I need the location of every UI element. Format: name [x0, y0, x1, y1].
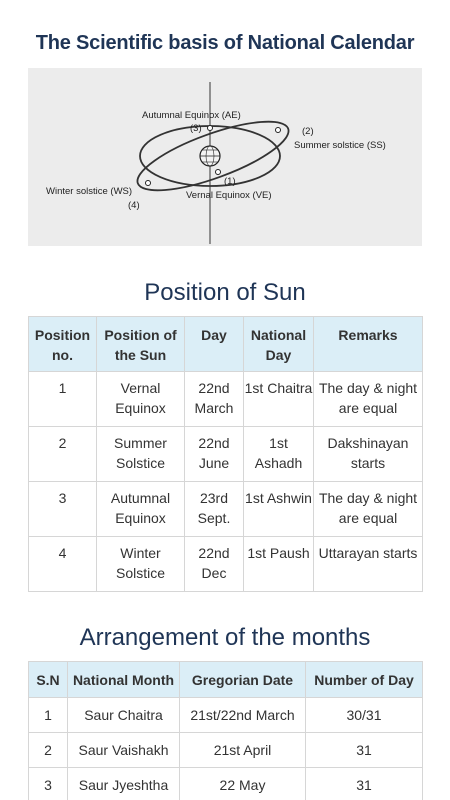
table-row — [29, 768, 423, 800]
cell-national-day: 1st Ashwin — [244, 482, 314, 537]
cell-number-of-day: 31 — [306, 768, 423, 800]
cell-position: Autumnal Equinox — [97, 482, 185, 537]
table-row — [29, 372, 423, 427]
cell-gregorian-date: 21st/22nd March — [180, 698, 306, 733]
label-vernal-number: (1) — [224, 176, 236, 187]
table-row — [29, 427, 423, 482]
label-vernal-equinox: Vernal Equinox (VE) — [186, 190, 272, 201]
cell-position-no: 2 — [29, 427, 97, 482]
cell-day: 22nd March — [185, 372, 244, 427]
cell-sn: 1 — [29, 698, 68, 733]
section-title-arrangement-of-months: Arrangement of the months — [79, 624, 371, 651]
label-winter-solstice: Winter solstice (WS) — [46, 186, 133, 197]
marker-summer-solstice — [276, 128, 281, 133]
table-row — [29, 537, 423, 592]
cell-sn: 3 — [29, 768, 68, 800]
marker-winter-solstice — [146, 181, 151, 186]
label-winter-number: (4) — [128, 200, 140, 211]
table-row — [29, 482, 423, 537]
header-sn: S.N — [29, 662, 68, 698]
header-day: Day — [185, 317, 244, 372]
header-national-month: National Month — [68, 662, 180, 698]
cell-gregorian-date: 21st April — [180, 733, 306, 768]
sun-position-diagram — [28, 68, 422, 246]
cell-gregorian-date: 22 May — [180, 768, 306, 800]
label-summer-solstice: Summer solstice (SS) — [294, 140, 386, 151]
cell-day: 22nd June — [185, 427, 244, 482]
cell-sn: 2 — [29, 733, 68, 768]
cell-national-day: 1st Chaitra — [244, 372, 314, 427]
cell-national-day: 1st Paush — [244, 537, 314, 592]
cell-number-of-day: 31 — [306, 733, 423, 768]
section-title-position-of-sun: Position of Sun — [144, 279, 306, 306]
cell-position: Winter Solstice — [97, 537, 185, 592]
header-position-of-sun: Position of the Sun — [97, 317, 185, 372]
header-national-day: National Day — [244, 317, 314, 372]
header-remarks: Remarks — [314, 317, 423, 372]
table-row — [29, 698, 423, 733]
table-header-row — [29, 662, 423, 698]
cell-remarks: Dakshinayan starts — [314, 427, 423, 482]
cell-national-month: Saur Vaishakh — [68, 733, 180, 768]
table-header-row — [29, 317, 423, 372]
label-autumnal-number: (3) — [190, 123, 202, 134]
cell-number-of-day: 30/31 — [306, 698, 423, 733]
cell-remarks: The day & night are equal — [314, 482, 423, 537]
cell-position-no: 4 — [29, 537, 97, 592]
cell-day: 23rd Sept. — [185, 482, 244, 537]
cell-remarks: The day & night are equal — [314, 372, 423, 427]
cell-remarks: Uttarayan starts — [314, 537, 423, 592]
cell-position-no: 3 — [29, 482, 97, 537]
header-gregorian-date: Gregorian Date — [180, 662, 306, 698]
cell-position-no: 1 — [29, 372, 97, 427]
cell-position: Summer Solstice — [97, 427, 185, 482]
table-row — [29, 733, 423, 768]
cell-position: Vernal Equinox — [97, 372, 185, 427]
cell-national-month: Saur Chaitra — [68, 698, 180, 733]
header-number-of-day: Number of Day — [306, 662, 423, 698]
page-title: The Scientific basis of National Calendar — [35, 32, 415, 54]
orbit-diagram-svg — [28, 68, 422, 246]
label-summer-number: (2) — [302, 126, 314, 137]
months-arrangement-table — [28, 661, 423, 800]
marker-vernal-equinox — [216, 170, 221, 175]
label-autumnal-equinox: Autumnal Equinox (AE) — [142, 110, 241, 121]
cell-national-day: 1st Ashadh — [244, 427, 314, 482]
cell-day: 22nd Dec — [185, 537, 244, 592]
header-position-no: Position no. — [29, 317, 97, 372]
cell-national-month: Saur Jyeshtha — [68, 768, 180, 800]
sun-position-table — [28, 316, 423, 592]
marker-autumnal-equinox — [208, 126, 213, 131]
